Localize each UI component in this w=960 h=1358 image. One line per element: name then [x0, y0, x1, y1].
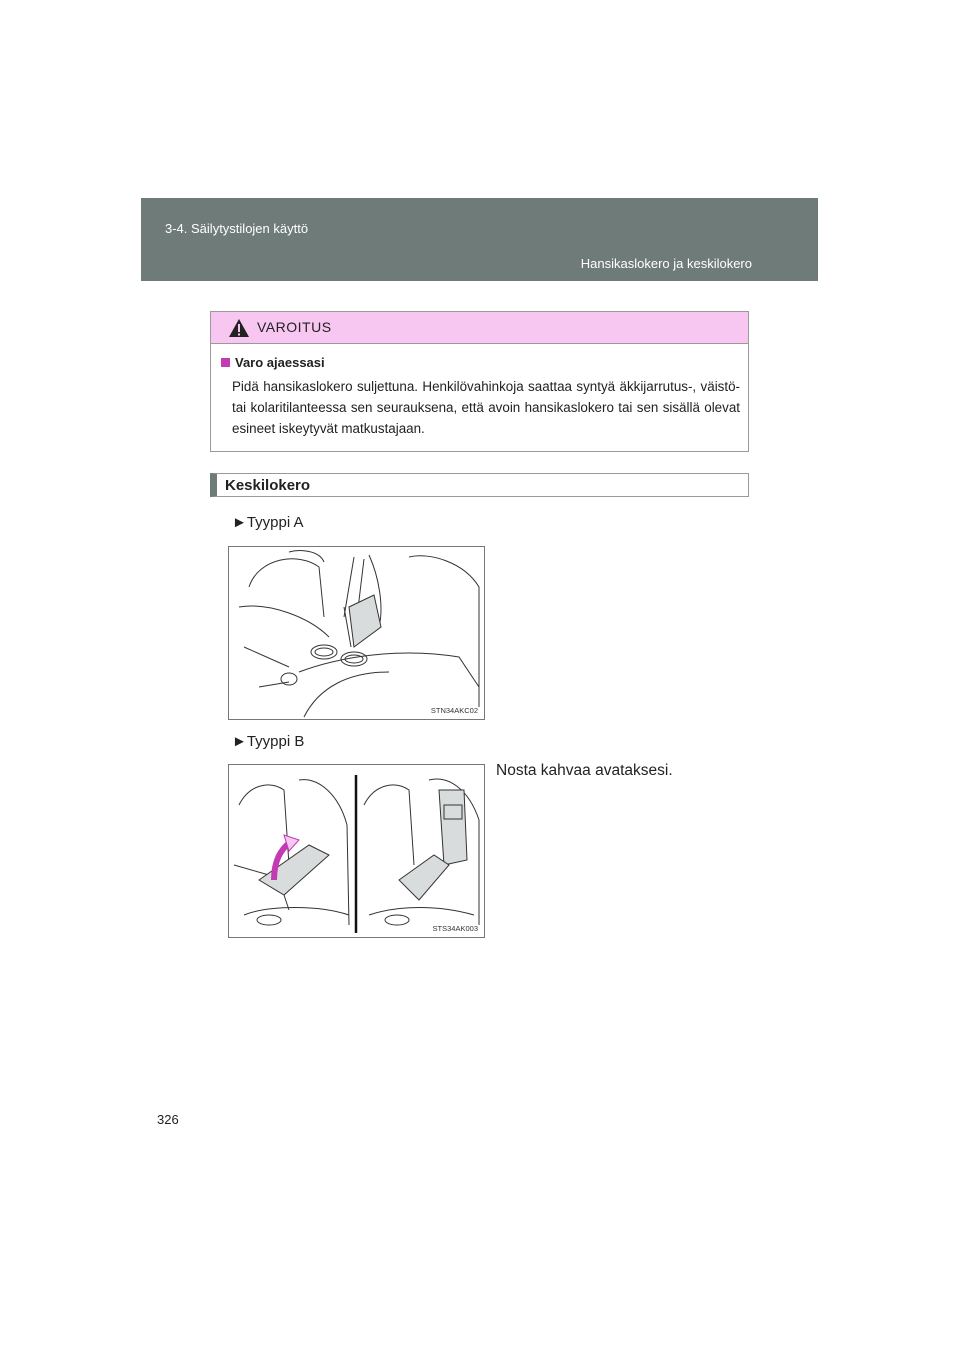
warning-box	[210, 311, 749, 452]
figure-code-a: STN34AKC02	[430, 706, 478, 715]
warning-subheading	[221, 355, 325, 370]
figure-type-b	[228, 764, 485, 938]
warning-label: VAROITUS	[257, 319, 332, 335]
page-number: 326	[157, 1112, 179, 1127]
bullet-square-icon	[221, 358, 230, 367]
figure-code-b: STS34AK003	[432, 924, 478, 933]
page-header	[141, 198, 818, 281]
section-heading	[210, 473, 749, 497]
warning-text: Pidä hansikaslokero suljettuna. Henkilövahinkoja saattaa syntyä äkkijarrutus-, väistö- tai kolaritilanteessa sen seurauksena, että avoin hansikaslokero tai sen sisällä olevat esineet iskeytyvät matkustajaan.	[232, 379, 740, 436]
page-subtitle: Hansikaslokero ja keskilokero	[580, 256, 752, 271]
type-a-label: ►Tyyppi A	[232, 514, 304, 531]
figure-type-a	[228, 546, 485, 720]
chapter-title: 3-4. Säilytystilojen käyttö	[165, 221, 309, 236]
type-b-label: ►Tyyppi B	[232, 733, 305, 750]
warning-subheading-text: Varo ajaessasi	[235, 355, 325, 370]
warning-icon	[228, 318, 250, 338]
instruction-text: Nosta kahvaa avataksesi.	[496, 762, 673, 779]
warning-header	[211, 312, 748, 344]
section-title: Keskilokero	[225, 477, 311, 494]
